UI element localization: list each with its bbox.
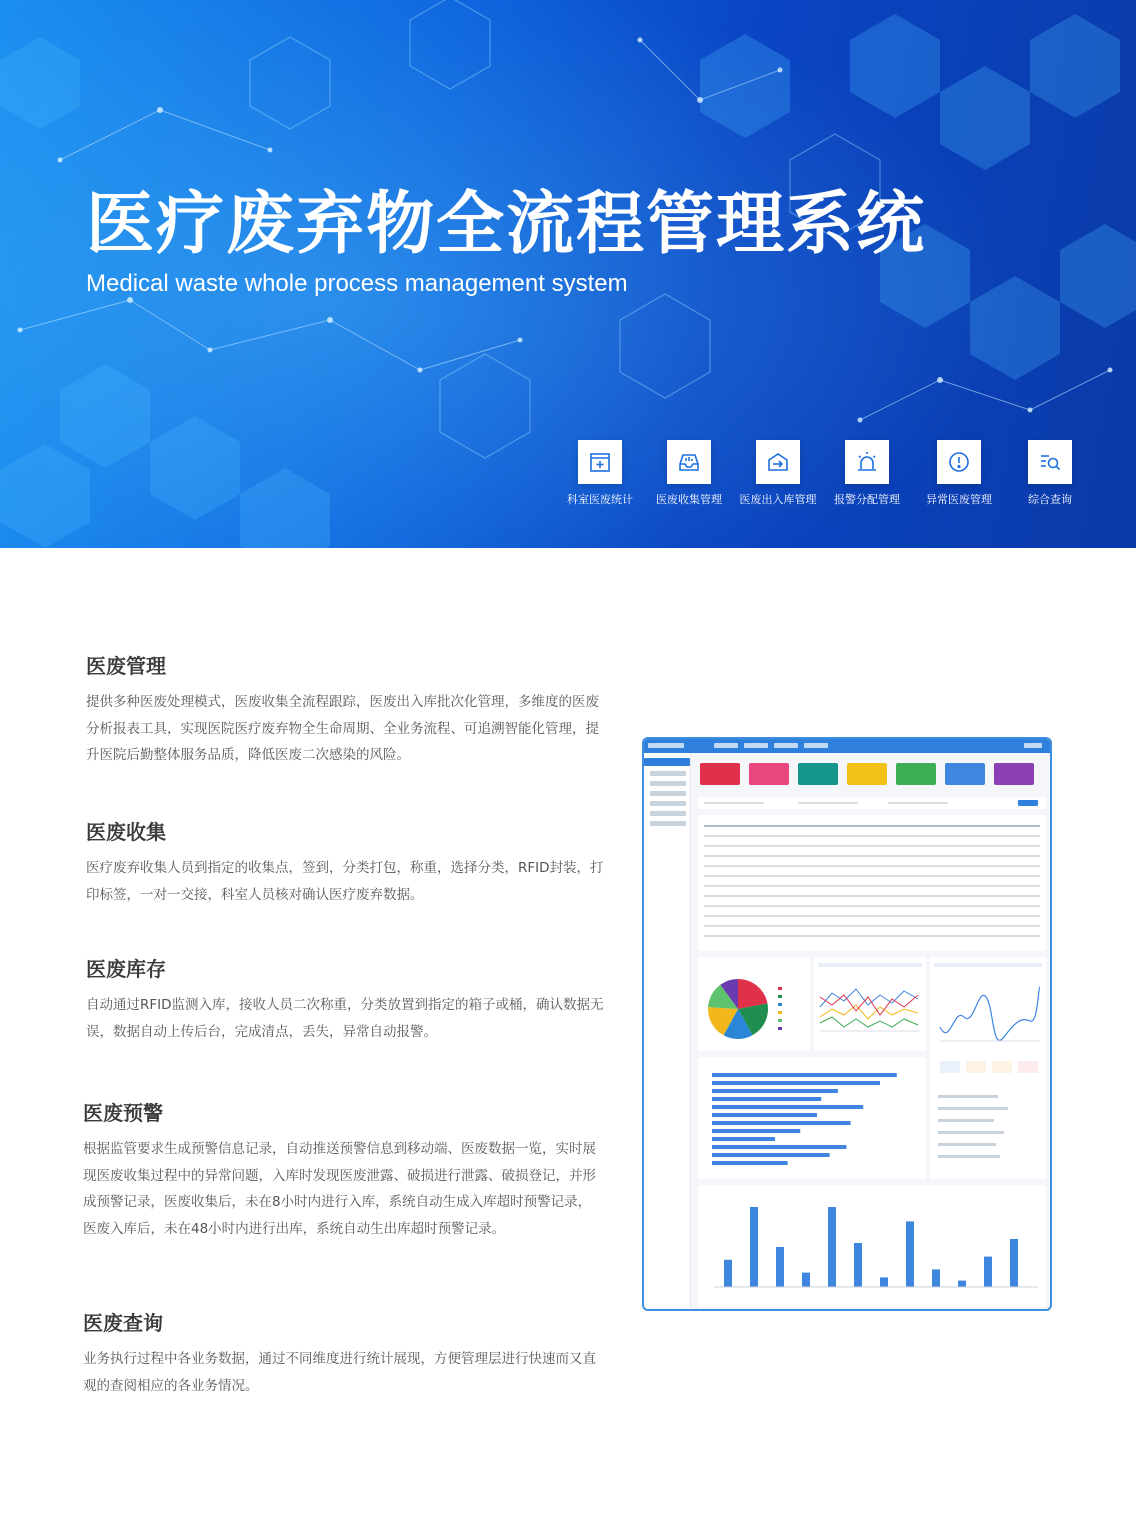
hbar-bar: [712, 1089, 838, 1093]
vbar-bar: [984, 1257, 992, 1287]
dashboard-sidebar-item: [650, 821, 686, 826]
pie-legend-swatch: [778, 987, 782, 990]
feature-alarm[interactable]: [822, 440, 912, 507]
section-waste-query: [83, 1307, 603, 1399]
dashboard-table-row: [704, 825, 1040, 827]
feature-medical-stats[interactable]: [555, 440, 645, 507]
feature-label: 医废出入库管理: [739, 493, 817, 506]
feature-label: 报警分配管理: [834, 493, 900, 506]
pie-legend-swatch: [778, 1011, 782, 1014]
dashboard-table-row: [704, 905, 1040, 907]
vbar-bar: [958, 1281, 966, 1287]
dashboard-screenshot: [642, 737, 1052, 1311]
dashboard-content: [694, 757, 1046, 1305]
dashboard-line-panel: [814, 957, 926, 1051]
hbar-bar: [712, 1137, 775, 1141]
feature-warehouse[interactable]: [733, 440, 823, 507]
feature-label: 医废收集管理: [656, 493, 722, 506]
dashboard-vbar-chart: [698, 1185, 1046, 1307]
hbar-bar: [712, 1081, 880, 1085]
dashboard-stat-tile: [847, 763, 887, 785]
dashboard-pie-chart: [698, 957, 810, 1051]
section-body: 根据监管要求生成预警信息记录，自动推送预警信息到移动端、医废数据一览，实时展现医废收集过程中的异常问题，入库时发现医废泄露、破损进行泄露、破损登记，并形成预警记录，医废收集后，未在8小时内进行入库，系统自动生成入库超时预警记录，医废入库后，未在48小时内进行出库，系统自动生出库超时预警记录。: [83, 1141, 596, 1237]
dashboard-pie-panel: [698, 957, 810, 1051]
section-heading: 医废预警: [83, 1101, 163, 1125]
feature-collection[interactable]: [644, 440, 734, 507]
feature-label: 综合查询: [1028, 493, 1072, 506]
pie-legend-swatch: [778, 995, 782, 998]
filter-field: [888, 802, 948, 804]
vbar-bar: [906, 1221, 914, 1287]
vbar-bar: [1010, 1239, 1018, 1287]
pie-legend-swatch: [778, 1003, 782, 1006]
feature-abnormal[interactable]: [914, 440, 1004, 507]
dashboard-table-row: [704, 855, 1040, 857]
section-body: 提供多种医废处理模式，医废收集全流程跟踪，医废出入库批次化管理，多维度的医废分析报表工具，实现医院医疗废弃物全生命周期、全业务流程、可追溯智能化管理，提升医院后勤整体服务品质，降低医废二次感染的风险。: [86, 694, 599, 763]
feature-label: 异常医废管理: [926, 493, 992, 506]
dashboard-sidebar-item: [650, 781, 686, 786]
dashboard-stat-tile: [896, 763, 936, 785]
dashboard-topbar: [644, 739, 1050, 753]
dashboard-stat-tile: [749, 763, 789, 785]
dashboard-hbar-chart: [698, 1057, 926, 1179]
dashboard-nav-tab: [714, 743, 738, 748]
dashboard-user: [1024, 743, 1042, 748]
dashboard-nav-tab: [774, 743, 798, 748]
section-heading: 医废查询: [83, 1311, 163, 1335]
vbar-bar: [828, 1207, 836, 1287]
dashboard-table-row: [704, 885, 1040, 887]
vbar-bar: [854, 1243, 862, 1287]
dashboard-table-row: [704, 835, 1040, 837]
dashboard-stat-tile: [700, 763, 740, 785]
dashboard-filter-bar: [698, 797, 1046, 809]
vbar-bar: [724, 1260, 732, 1287]
dashboard-sidebar: [644, 753, 691, 1309]
section-body: 医疗废弃收集人员到指定的收集点，签到，分类打包，称重，选择分类，RFID封装，打印标签，一对一交接，科室人员核对确认医疗废弃数据。: [86, 860, 604, 903]
pie-legend-swatch: [778, 1019, 782, 1022]
hbar-bar: [712, 1161, 788, 1165]
dashboard-sidebar-item: [650, 801, 686, 806]
dashboard-sidebar-item: [650, 811, 686, 816]
filter-field: [704, 802, 764, 804]
dashboard-nav-tab: [744, 743, 768, 748]
page-subtitle: Medical waste whole process management system: [86, 270, 628, 297]
feature-icon-row: [555, 440, 1095, 520]
dashboard-table-row: [704, 915, 1040, 917]
dashboard-stat-tiles: [700, 763, 1044, 785]
hbar-bar: [712, 1073, 897, 1077]
dashboard-vbar-panel: [698, 1185, 1046, 1307]
section-body: 业务执行过程中各业务数据，通过不同维度进行统计展现，方便管理层进行快速而又直观的查阅相应的各业务情况。: [83, 1351, 596, 1394]
medical-stats-icon: [578, 440, 622, 484]
dashboard-warning-panel: [930, 957, 1046, 1179]
dashboard-sidebar-item: [650, 791, 686, 796]
filter-field: [798, 802, 858, 804]
dashboard-sidebar-item: [644, 758, 690, 766]
dashboard-table-row: [704, 865, 1040, 867]
dashboard-line-chart: [814, 957, 926, 1051]
section-waste-management: [86, 650, 606, 769]
feature-query[interactable]: [1005, 440, 1095, 507]
hbar-bar: [712, 1121, 851, 1125]
hbar-bar: [712, 1129, 800, 1133]
search-list-icon: [1028, 440, 1072, 484]
dashboard-table-row: [704, 895, 1040, 897]
hbar-bar: [712, 1153, 830, 1157]
dashboard-spline-chart: [930, 957, 1046, 1179]
dashboard-table-row: [704, 925, 1040, 927]
filter-search-button: [1018, 800, 1038, 806]
hbar-bar: [712, 1105, 863, 1109]
hero-banner: [0, 0, 1136, 548]
warehouse-io-icon: [756, 440, 800, 484]
section-waste-collection: [86, 816, 606, 908]
pie-legend-swatch: [778, 1027, 782, 1030]
dashboard-table-row: [704, 845, 1040, 847]
hbar-bar: [712, 1097, 821, 1101]
alarm-light-icon: [845, 440, 889, 484]
dashboard-stat-tile: [798, 763, 838, 785]
section-heading: 医废收集: [86, 820, 166, 844]
dashboard-stat-tile: [994, 763, 1034, 785]
section-heading: 医废管理: [86, 654, 166, 678]
section-heading: 医废库存: [86, 957, 166, 981]
dashboard-stat-tile: [945, 763, 985, 785]
dashboard-hbar-panel: [698, 1057, 926, 1179]
dashboard-logo: [648, 743, 684, 748]
feature-label: 科室医废统计: [567, 493, 633, 506]
page-title: 医疗废弃物全流程管理系统: [86, 185, 927, 264]
vbar-bar: [802, 1273, 810, 1287]
vbar-bar: [932, 1269, 940, 1287]
collection-tray-icon: [667, 440, 711, 484]
dashboard-table-row: [704, 875, 1040, 877]
exclamation-icon: [937, 440, 981, 484]
vbar-bar: [776, 1247, 784, 1287]
dashboard-table-row: [704, 935, 1040, 937]
dashboard-data-table: [698, 815, 1046, 951]
hbar-bar: [712, 1145, 846, 1149]
hbar-bar: [712, 1113, 817, 1117]
dashboard-nav-tab: [804, 743, 828, 748]
section-waste-inventory: [86, 953, 606, 1045]
vbar-bar: [750, 1207, 758, 1287]
section-waste-warning: [83, 1097, 603, 1242]
section-body: 自动通过RFID监测入库，接收人员二次称重，分类放置到指定的箱子或桶，确认数据无误，数据自动上传后台，完成清点，丢失，异常自动报警。: [86, 997, 604, 1040]
dashboard-sidebar-item: [650, 771, 686, 776]
vbar-bar: [880, 1277, 888, 1287]
